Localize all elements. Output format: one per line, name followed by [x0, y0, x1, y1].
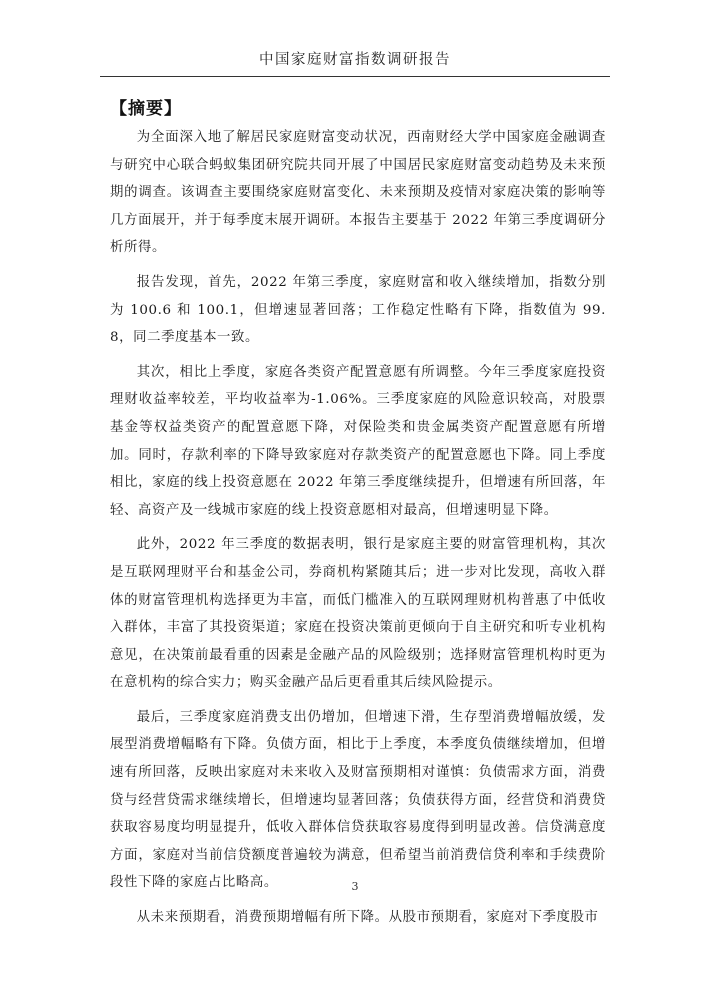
paragraph-intro: 为全面深入地了解居民家庭财富变动状况，西南财经大学中国家庭金融调查与研究中心联合蚂蚁集团研究院共同开展了中国居民家庭财富变动趋势及未来预期的调查。该调查主要围绕家庭财富变化、未来预期及疫情对家庭决策的影响等几方面展开，并于每季度末展开调研。本报告主要基于 2022 年第三季度调研分析所得。 — [110, 130, 606, 256]
paragraph-consumption-debt: 最后，三季度家庭消费支出仍增加，但增速下滑，生存型消费增幅放缓，发展型消费增幅略有下降。负债方面，相比于上季度，本季度负债继续增加，但增速有所回落，反映出家庭对未来收入及财富预期相对谨慎：负债需求方面，消费贷与经营贷需求继续增长，但增速均显著回落；负债获得方面，经营贷和消费贷获取容易度均明显提升，低收入群体信贷获取容易度得到明显改善。信贷满意度方面，家庭对当前信贷额度普遍较为满意，但希望当前消费信贷利率和手续费阶段性下降的家庭占比略高。 — [110, 709, 606, 891]
paragraph-wealth-income: 报告发现，首先，2022 年第三季度，家庭财富和收入继续增加，指数分别为 100.6 和 100.1，但增速显著回落；工作稳定性略有下降，指数值为 99.8，同二季度基本一致。 — [110, 274, 606, 346]
header-divider — [100, 76, 610, 77]
paragraph-asset-allocation: 其次，相比上季度，家庭各类资产配置意愿有所调整。今年三季度家庭投资理财收益率较差，平均收益率为-1.06%。三季度家庭的风险意识较高，对股票基金等权益类资产的配置意愿下降，对保险类和贵金属类资产配置意愿有所增加。同时，存款利率的下降导致家庭对存款类资产的配置意愿也下降。同上季度相比，家庭的线上投资意愿在 2022 年第三季度继续提升，但增速有所回落，年轻、高资产及一线城市家庭的线上投资意愿相对最高，但增速明显下降。 — [110, 364, 606, 518]
abstract-body — [110, 124, 606, 939]
paragraph-wealth-management: 此外，2022 年三季度的数据表明，银行是家庭主要的财富管理机构，其次是互联网理财平台和基金公司，券商机构紧随其后；进一步对比发现，高收入群体的财富管理机构选择更为丰富，而低门槛准入的互联网理财机构普惠了中低收入群体，丰富了其投资渠道；家庭在投资决策前更倾向于自主研究和听专业机构意见，在决策前最看重的因素是金融产品的风险级别；选择财富管理机构时更为在意机构的综合实力；购买金融产品后更看重其后续风险提示。 — [110, 537, 606, 691]
running-header: 中国家庭财富指数调研报告 — [259, 52, 451, 68]
abstract-heading: 【摘要】 — [110, 99, 182, 119]
page-number: 3 — [351, 880, 359, 893]
paragraph-future-expectation: 从未来预期看，消费预期增幅有所下降。从股市预期看，家庭对下季度股市 — [136, 910, 599, 926]
